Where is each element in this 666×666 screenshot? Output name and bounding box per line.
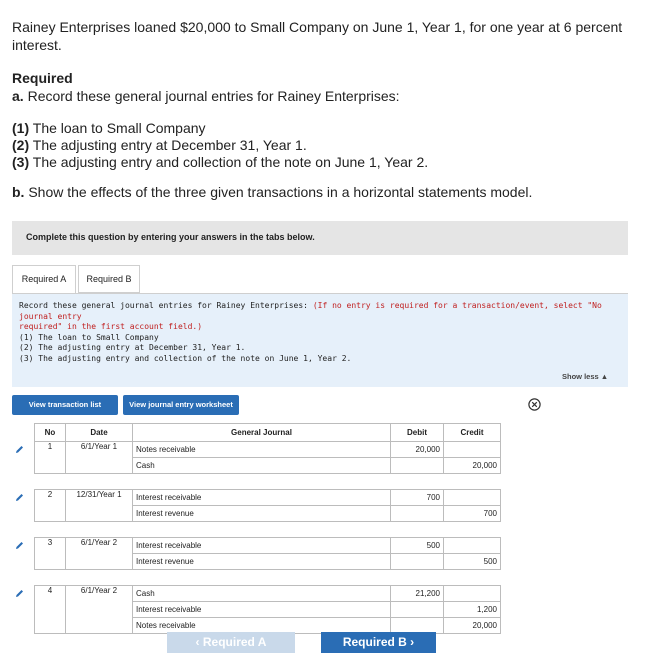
credit-cell[interactable]: 500: [444, 554, 501, 570]
required-item-text: The adjusting entry at December 31, Year 1.: [29, 137, 307, 153]
table-row: [12, 442, 501, 458]
required-heading: Required: [12, 70, 73, 86]
entry-no: 3: [35, 538, 66, 570]
entry-date: 6/1/Year 2: [66, 586, 133, 634]
instructions-item: (2) The adjusting entry at December 31, Year 1.: [19, 343, 246, 352]
part-b-prefix: b.: [12, 184, 25, 200]
header-date: Date: [66, 424, 133, 442]
account-cell[interactable]: Notes receivable: [133, 618, 391, 634]
credit-cell[interactable]: [444, 586, 501, 602]
entry-no: 4: [35, 586, 66, 634]
required-item-num: (2): [12, 137, 30, 153]
instructions-lead: Record these general journal entries for Rainey Enterprises:: [19, 301, 313, 310]
required-item-text: The adjusting entry and collection of the note on June 1, Year 2.: [29, 154, 429, 170]
part-b-text: [12, 184, 532, 200]
debit-cell[interactable]: [391, 602, 444, 618]
tab-required-a[interactable]: Required A: [12, 265, 76, 293]
required-item: [12, 137, 307, 153]
instructions-item: (1) The loan to Small Company: [19, 332, 159, 342]
credit-cell[interactable]: 1,200: [444, 602, 501, 618]
credit-cell[interactable]: [444, 538, 501, 554]
edit-cell[interactable]: [12, 442, 35, 474]
table-row: [12, 538, 501, 554]
entry-date: 6/1/Year 1: [66, 442, 133, 474]
instructions-note: (If no entry is required for a transaction/event, select "No journal entry: [19, 301, 602, 321]
question-intro: Rainey Enterprises loaned $20,000 to Small Company on June 1, Year 1, for one year at 6 percent interest.: [12, 19, 623, 53]
debit-cell[interactable]: 21,200: [391, 586, 444, 602]
account-cell[interactable]: Notes receivable: [133, 442, 391, 458]
table-row: [12, 586, 501, 602]
row-spacer: [12, 570, 501, 586]
pencil-icon[interactable]: [15, 445, 24, 454]
part-a-prefix: a.: [12, 88, 24, 104]
edit-cell[interactable]: [12, 586, 35, 634]
edit-cell[interactable]: [12, 538, 35, 570]
entry-no: 1: [35, 442, 66, 474]
journal-header-row: [12, 424, 501, 442]
header-no: No: [35, 424, 66, 442]
row-spacer: [12, 522, 501, 538]
entry-date: 6/1/Year 2: [66, 538, 133, 570]
pencil-icon[interactable]: [15, 493, 24, 502]
complete-question-bar: Complete this question by entering your answers in the tabs below.: [12, 221, 628, 255]
credit-cell[interactable]: 700: [444, 506, 501, 522]
required-item-num: (1): [12, 120, 30, 136]
header-credit: Credit: [444, 424, 501, 442]
view-transaction-list-button[interactable]: View transaction list: [12, 395, 118, 415]
required-item-text: The loan to Small Company: [29, 120, 206, 136]
prev-required-a-button[interactable]: ‹ Required A: [167, 632, 295, 653]
pencil-icon[interactable]: [15, 541, 24, 550]
credit-cell[interactable]: [444, 442, 501, 458]
entry-no: 2: [35, 490, 66, 522]
tab-required-b[interactable]: Required B: [78, 265, 140, 293]
debit-cell[interactable]: 700: [391, 490, 444, 506]
account-cell[interactable]: Cash: [133, 458, 391, 474]
account-cell[interactable]: Interest receivable: [133, 602, 391, 618]
instructions-line: [19, 301, 621, 322]
edit-cell[interactable]: [12, 490, 35, 522]
account-cell[interactable]: Interest receivable: [133, 490, 391, 506]
account-cell[interactable]: Interest receivable: [133, 538, 391, 554]
entry-date: 12/31/Year 1: [66, 490, 133, 522]
view-journal-worksheet-button[interactable]: View journal entry worksheet: [123, 395, 239, 415]
pencil-icon[interactable]: [15, 589, 24, 598]
account-cell[interactable]: Interest revenue: [133, 554, 391, 570]
table-row: [12, 490, 501, 506]
instructions-note-cont: required" in the first account field.): [19, 322, 203, 331]
debit-cell[interactable]: 20,000: [391, 442, 444, 458]
journal-table: [12, 423, 501, 634]
required-item-num: (3): [12, 154, 30, 170]
next-required-b-button[interactable]: Required B ›: [321, 632, 436, 653]
header-spacer: [12, 424, 35, 442]
header-debit: Debit: [391, 424, 444, 442]
close-icon[interactable]: [528, 398, 541, 411]
part-a-text: [12, 88, 400, 104]
credit-cell[interactable]: [444, 490, 501, 506]
required-item: [12, 154, 428, 170]
header-general-journal: General Journal: [133, 424, 391, 442]
debit-cell[interactable]: 500: [391, 538, 444, 554]
show-less-link[interactable]: Show less ▲: [562, 372, 609, 381]
debit-cell[interactable]: [391, 506, 444, 522]
part-a-body: Record these general journal entries for Rainey Enterprises:: [23, 88, 400, 104]
instructions-panel: [12, 293, 628, 387]
debit-cell[interactable]: [391, 458, 444, 474]
account-cell[interactable]: Interest revenue: [133, 506, 391, 522]
account-cell[interactable]: Cash: [133, 586, 391, 602]
instructions-item: (3) The adjusting entry and collection of the note on June 1, Year 2.: [19, 353, 352, 363]
credit-cell[interactable]: 20,000: [444, 618, 501, 634]
debit-cell[interactable]: [391, 554, 444, 570]
part-b-body: Show the effects of the three given transactions in a horizontal statements model.: [24, 184, 533, 200]
credit-cell[interactable]: 20,000: [444, 458, 501, 474]
row-spacer: [12, 474, 501, 490]
required-item: [12, 120, 206, 136]
